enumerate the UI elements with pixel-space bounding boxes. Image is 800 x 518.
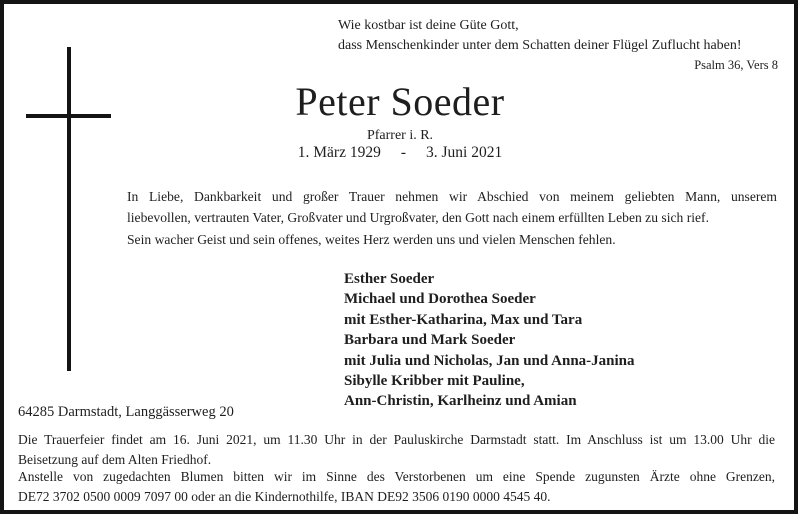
mourner-line: Ann-Christin, Karlheinz und Amian [344, 393, 577, 410]
address-line: 64285 Darmstadt, Langgässerweg 20 [18, 404, 234, 420]
quote-line-2: dass Menschenkinder unter dem Schatten deiner Flügel Zuflucht haben! [338, 38, 742, 53]
mourners-list [344, 269, 635, 412]
scripture-quote [338, 16, 778, 74]
tribute-line-2: liebevollen, vertrauten Vater, Großvater und Urgroßvater, den Gott nach einem erfüllten Leben zu sich rief. [127, 210, 709, 225]
remembrance-line: Sein wacher Geist und sein offenes, weites Herz werden uns und vielen Menschen fehlen. [127, 232, 616, 247]
funeral-line-1: Die Trauerfeier findet am 16. Juni 2021, um 11.30 Uhr in der Pauluskirche Darmstadt statt. Im Anschluss ist um 13.00 Uhr die [18, 432, 775, 447]
death-date: 3. Juni 2021 [426, 144, 503, 161]
quote-attribution: Psalm 36, Vers 8 [694, 58, 778, 72]
tribute-line-1: In Liebe, Dankbarkeit und großer Trauer nehmen wir Abschied von meinem geliebten Mann, unserem [127, 189, 777, 204]
donation-line-1: Anstelle von zugedachten Blumen bitten wir im Sinne des Verstorbenen um eine Spende zugunsten Ärzte ohne Grenzen, [18, 469, 775, 484]
dates-separator: - [400, 144, 407, 161]
donation-line-2: DE72 3702 0500 0009 7097 00 oder an die Kindernothilfe, IBAN DE92 3506 0190 0000 4545 40. [18, 489, 551, 504]
funeral-info [18, 430, 775, 470]
tribute-paragraph [127, 186, 777, 228]
donation-info [18, 467, 775, 507]
deceased-name: Peter Soeder [295, 79, 505, 124]
mourner-line: Esther Soeder [344, 271, 435, 287]
life-dates [0, 144, 800, 162]
mourner-line: Barbara und Mark Soeder [344, 332, 516, 349]
birth-date: 1. März 1929 [297, 144, 381, 161]
mourner-line: Michael und Dorothea Soeder [344, 291, 536, 308]
quote-line-1: Wie kostbar ist deine Güte Gott, [338, 18, 519, 33]
mourner-line: mit Julia und Nicholas, Jan und Anna-Janina [344, 352, 635, 369]
mourner-line: mit Esther-Katharina, Max und Tara [344, 311, 583, 328]
funeral-line-2: Beisetzung auf dem Alten Friedhof. [18, 452, 212, 467]
mourner-line: Sibylle Kribber mit Pauline, [344, 373, 525, 390]
deceased-role: Pfarrer i. R. [366, 128, 434, 143]
